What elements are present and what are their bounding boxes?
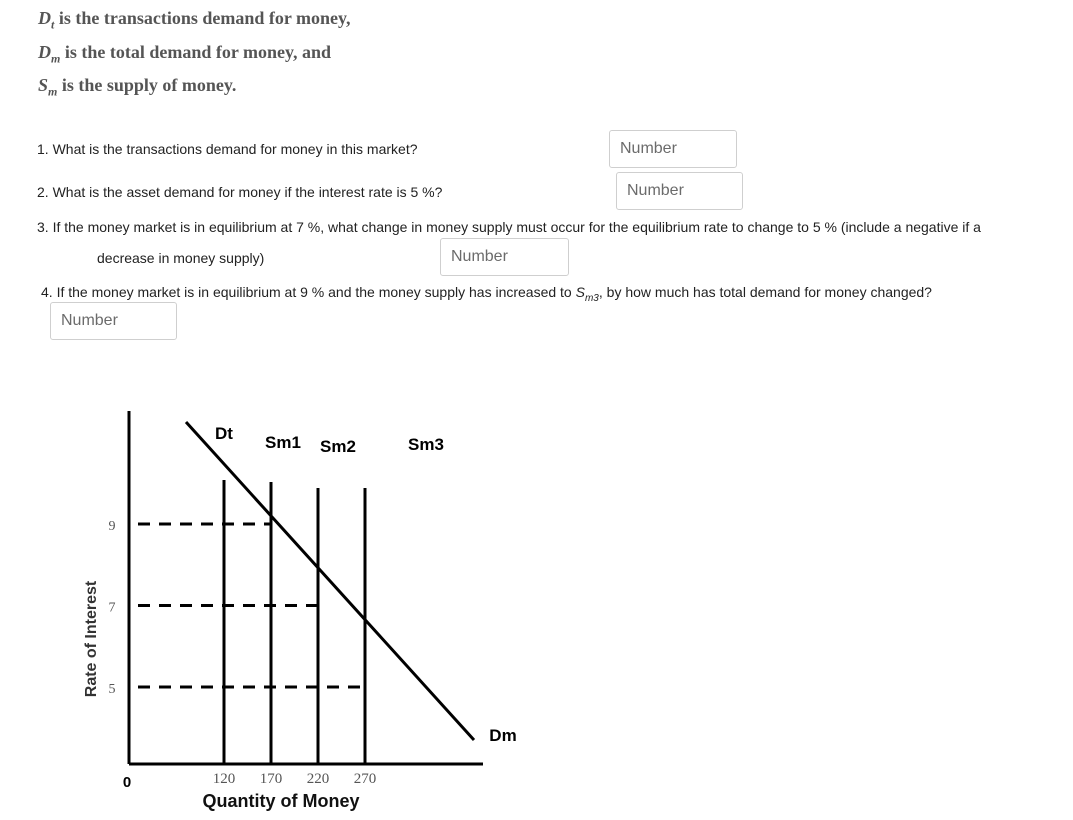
y-tick-label-7: 7 [108, 600, 116, 616]
demand-label-dm: Dm [489, 726, 517, 745]
question-1: 1. What is the transactions demand for money in this market? [37, 141, 418, 157]
question-3-line-1: 3. If the money market is in equilibrium at 7 %, what change in money supply must occur for the equilibrium rate to change to 5 % (include a negative if a [37, 219, 981, 235]
question-3-line-2: decrease in money supply) [97, 250, 265, 266]
x-axis-label: Quantity of Money [202, 791, 360, 811]
demand-curve-dm [186, 422, 474, 740]
x-tick-label-170: 170 [259, 771, 283, 787]
definition-dt: $D_t$ is the transactions demand for money, [38, 8, 351, 32]
x-tick-label-120: 120 [212, 771, 236, 787]
x-tick-label-270: 270 [353, 771, 377, 787]
supply-label-sm1: Sm1 [265, 433, 301, 452]
y-tick-label-5: 5 [108, 682, 116, 697]
supply-label-sm2: Sm2 [320, 437, 356, 456]
dt-label: Dt [215, 424, 233, 443]
y-tick-label-9: 9 [108, 519, 116, 534]
definition-dm: $D_m$ is the total demand for money, and [38, 41, 332, 66]
definition-sm: $S_m$ is the supply of money. [38, 75, 237, 99]
supply-label-sm3: Sm3 [408, 435, 444, 454]
x-tick-label-220: 220 [306, 771, 330, 787]
y-axis-label: Rate of Interest [83, 580, 100, 698]
question-2: 2. What is the asset demand for money if the interest rate is 5 %? [37, 184, 443, 200]
origin-label: 0 [122, 774, 132, 791]
question-4: 4. If the money market is in equilibrium at 9 % and the money supply has increased to $S_{m3}$, by how much has total demand for money changed? [41, 284, 932, 304]
